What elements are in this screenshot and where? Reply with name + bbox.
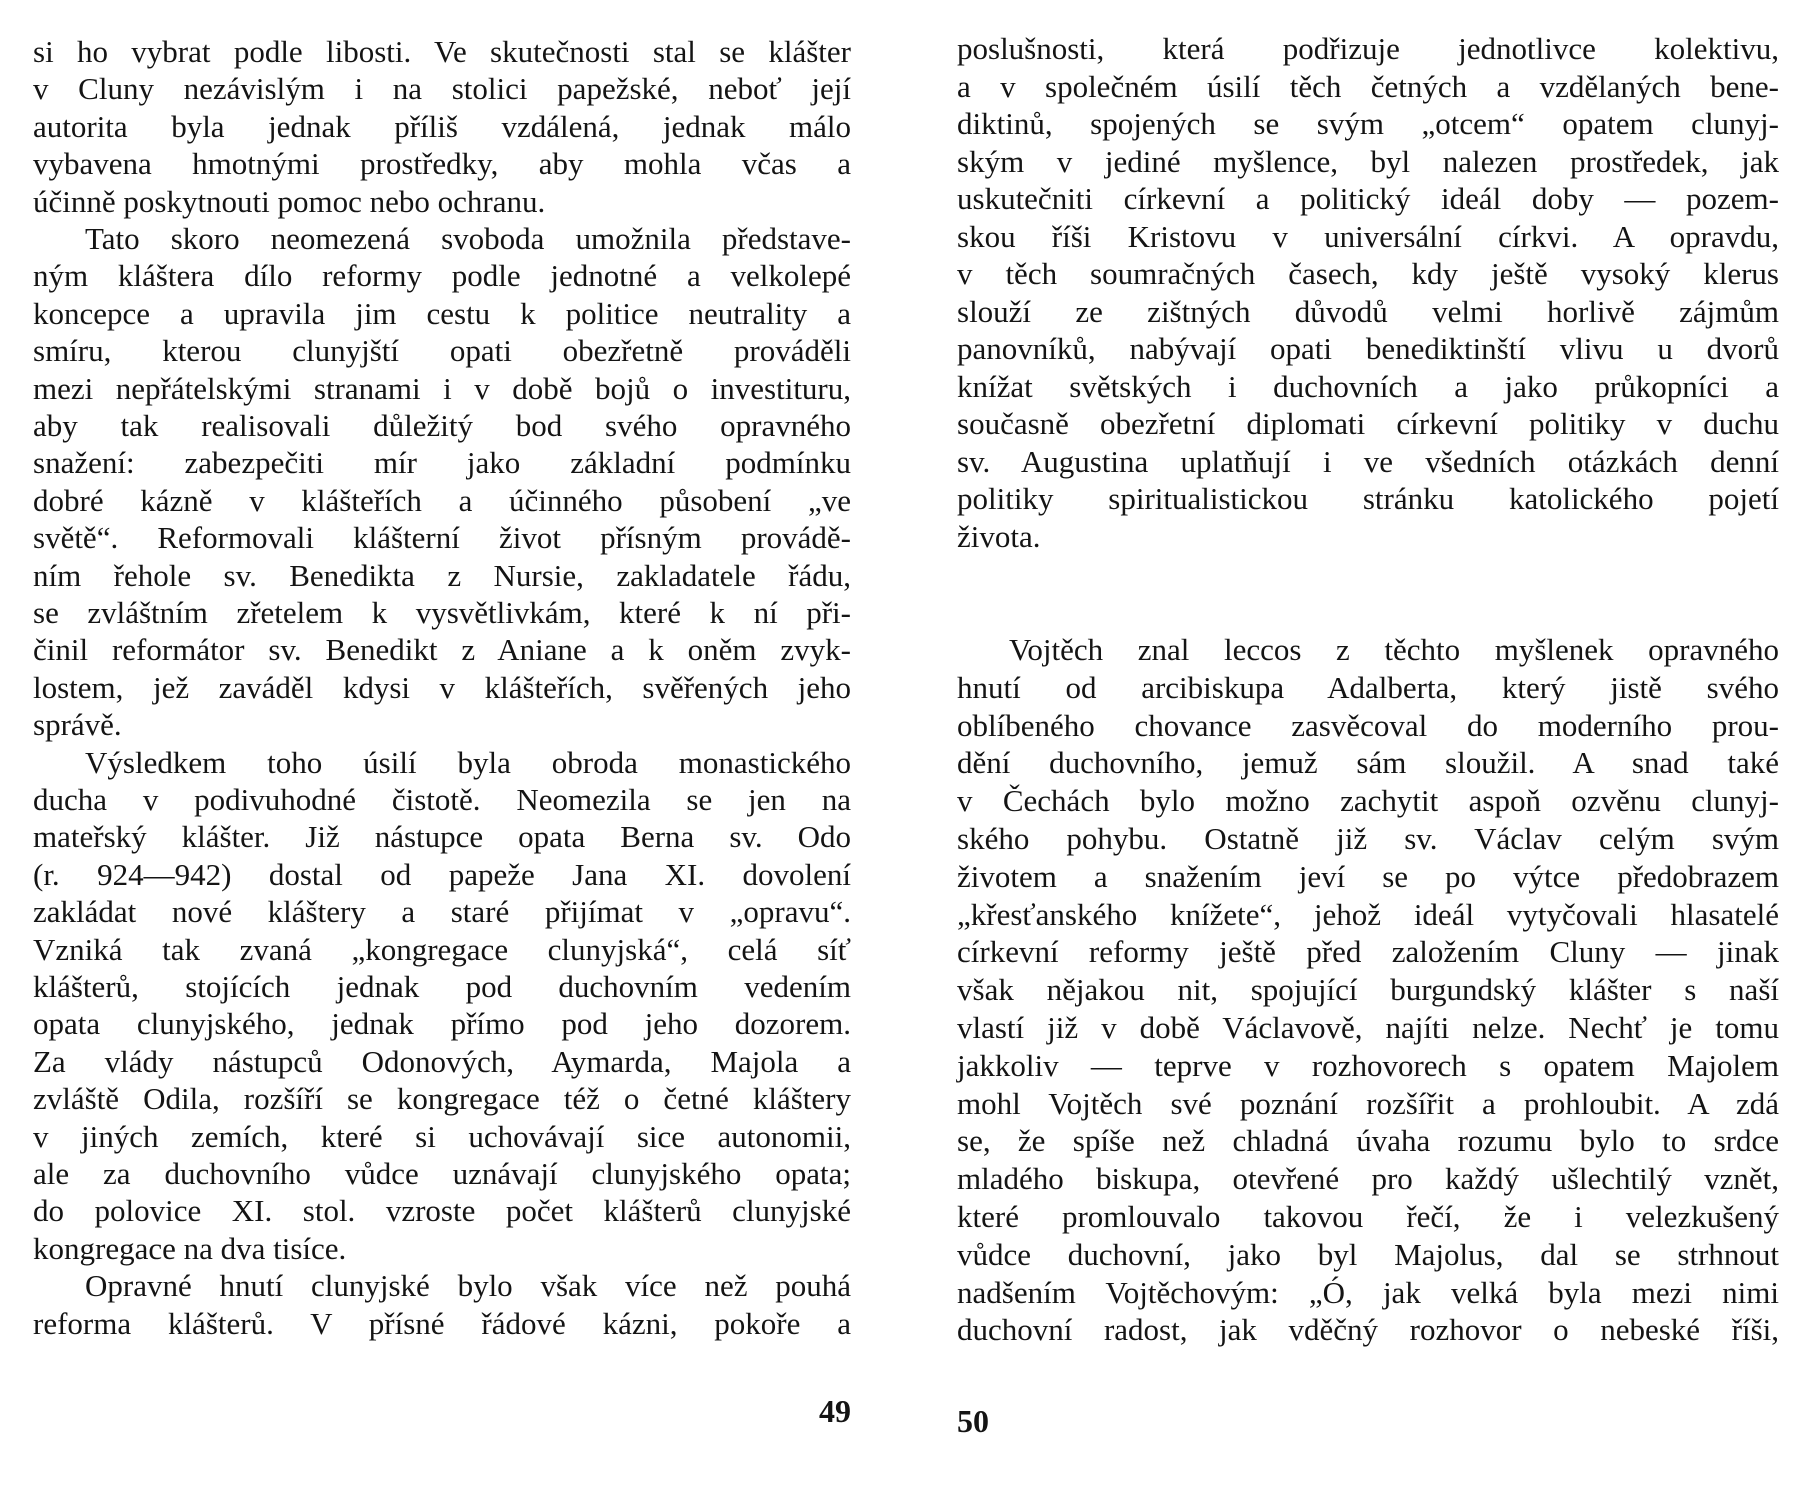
text-line: reforma klášterů. V přísné řádové kázni, pokoře a: [33, 1305, 851, 1341]
text-line: Tato skoro neomezená svoboda umožnila představe-: [85, 221, 851, 256]
text-line: zakládat nové kláštery a staré přijímat v „opravu“.: [33, 894, 851, 930]
text-line: knížat světských i duchovních a jako průkopníci a: [957, 368, 1779, 404]
text-line: dobré kázně v klášteřích a účinného působení „ve: [33, 482, 851, 518]
text-line: ním řehole sv. Benedikta z Nursie, zakladatele řádu,: [33, 557, 851, 593]
left-page: [33, 0, 851, 1500]
text-line: ným kláštera dílo reformy podle jednotné a velkolepé: [33, 258, 851, 294]
text-line: opata clunyjského, jednak přímo pod jeho dozorem.: [33, 1006, 851, 1042]
text-line: světě“. Reformovali klášterní život přísným provádě-: [33, 520, 851, 556]
text-line: ale za duchovního vůdce uznávají clunyjského opata;: [33, 1156, 851, 1191]
text-line: panovníků, nabývají opati benediktinští vlivu u dvorů: [957, 331, 1779, 366]
text-line: mohl Vojtěch své poznání rozšířit a prohloubit. A zdá: [957, 1085, 1779, 1121]
text-line: však nějakou nit, spojující burgundský klášter s naší: [957, 972, 1779, 1008]
text-line: životem a snažením jeví se po výtce předobrazem: [957, 858, 1779, 894]
text-line: současně obezřetní diplomati církevní politiky v duchu: [957, 406, 1779, 441]
text-line: v těch soumračných časech, kdy ještě vysoký klerus: [957, 256, 1779, 291]
text-line: Opravné hnutí clunyjské bylo však více než pouhá: [85, 1268, 851, 1304]
text-line: se, že spíše než chladná úvaha rozumu bylo to srdce: [957, 1123, 1779, 1159]
text-line: duchovní radost, jak vděčný rozhovor o nebeské říši,: [957, 1312, 1779, 1348]
text-line: vůdce duchovní, jako byl Majolus, dal se strhnout: [957, 1236, 1779, 1272]
text-line: mateřský klášter. Již nástupce opata Berna sv. Odo: [33, 819, 851, 855]
text-line: které promlouvalo takovou řečí, že i velezkušený: [957, 1199, 1779, 1234]
text-line: dění duchovního, jemuž sám sloužil. A snad také: [957, 745, 1779, 781]
text-line: si ho vybrat podle libosti. Ve skutečnosti stal se klášter: [33, 34, 851, 69]
text-line: sv. Augustina uplatňují i ve všedních otázkách denní: [957, 443, 1779, 479]
text-line: života.: [957, 518, 1041, 554]
text-line: Vzniká tak zvaná „kongregace clunyjská“, celá síť: [33, 931, 851, 967]
text-line: zvláště Odila, rozšíří se kongregace též o četné kláštery: [33, 1081, 851, 1117]
text-line: politiky spiritualistickou stránku katolického pojetí: [957, 481, 1779, 516]
text-line: hnutí od arcibiskupa Adalberta, který jistě svého: [957, 669, 1779, 705]
text-line: koncepce a upravila jim cestu k politice neutrality a: [33, 295, 851, 331]
text-line: do polovice XI. stol. vzroste počet klášterů clunyjské: [33, 1193, 851, 1229]
text-line: správě.: [33, 707, 122, 743]
text-line: skou říši Kristovu v universální církvi. A opravdu,: [957, 218, 1779, 254]
page-number-left: 49: [819, 1393, 851, 1429]
text-line: smíru, kterou clunyjští opati obezřetně prováděli: [33, 333, 851, 369]
text-line: aby tak realisovali důležitý bod svého opravného: [33, 408, 851, 443]
text-line: mladého biskupa, otevřené pro každý ušlechtilý vznět,: [957, 1161, 1779, 1197]
text-line: účinně poskytnouti pomoc nebo ochranu.: [33, 183, 546, 219]
text-line: Výsledkem toho úsilí byla obroda monastického: [85, 744, 851, 780]
text-line: poslušnosti, která podřizuje jednotlivce kolektivu,: [957, 31, 1779, 66]
text-line: vybavena hmotnými prostředky, aby mohla včas a: [33, 146, 851, 182]
text-line: „křesťanského knížete“, jehož ideál vytyčovali hlasatelé: [957, 896, 1779, 932]
text-line: v Cluny nezávislým i na stolici papežské, neboť její: [33, 71, 851, 107]
text-line: mezi nepřátelskými stranami i v době bojů o investituru,: [33, 370, 851, 406]
text-line: Vojtěch znal leccos z těchto myšlenek opravného: [1009, 632, 1779, 667]
text-line: oblíbeného chovance zasvěcoval do moderního prou-: [957, 707, 1779, 743]
text-line: ského pohybu. Ostatně již sv. Václav celým svým: [957, 821, 1779, 856]
text-line: (r. 924—942) dostal od papeže Jana XI. dovolení: [33, 856, 851, 892]
text-line: se zvláštním zřetelem k vysvětlivkám, které k ní při-: [33, 595, 851, 630]
text-line: vlastí již v době Václavově, najíti nelze. Nechť je tomu: [957, 1010, 1779, 1045]
text-line: a v společném úsilí těch četných a vzdělaných bene-: [957, 68, 1779, 104]
text-line: činil reformátor sv. Benedikt z Aniane a k oněm zvyk-: [33, 632, 851, 668]
text-line: slouží ze zištných důvodů velmi horlivě zájmům: [957, 293, 1779, 329]
text-line: diktinů, spojených se svým „otcem“ opatem clunyj-: [957, 106, 1779, 141]
text-line: jakkoliv — teprve v rozhovorech s opatem Majolem: [957, 1047, 1779, 1083]
text-line: uskutečniti církevní a politický ideál doby — pozem-: [957, 181, 1779, 216]
right-page: [957, 0, 1779, 1500]
text-line: snažení: zabezpečiti mír jako základní podmínku: [33, 445, 851, 481]
text-line: v Čechách bylo možno zachytit aspoň ozvěnu clunyj-: [957, 783, 1779, 819]
page-number-right: 50: [957, 1403, 989, 1439]
text-line: nadšením Vojtěchovým: „Ó, jak velká byla mezi nimi: [957, 1274, 1779, 1310]
text-line: ským v jediné myšlence, byl nalezen prostředek, jak: [957, 143, 1779, 179]
text-line: v jiných zemích, které si uchovávají sice autonomii,: [33, 1118, 851, 1154]
text-line: autorita byla jednak příliš vzdálená, jednak málo: [33, 108, 851, 144]
text-line: klášterů, stojících jednak pod duchovním vedením: [33, 969, 851, 1004]
text-line: Za vlády nástupců Odonových, Aymarda, Majola a: [33, 1043, 851, 1079]
text-line: lostem, jež zaváděl kdysi v klášteřích, svěřených jeho: [33, 669, 851, 705]
text-line: kongregace na dva tisíce.: [33, 1230, 347, 1266]
text-line: ducha v podivuhodné čistotě. Neomezila se jen na: [33, 782, 851, 817]
text-line: církevní reformy ještě před založením Cluny — jinak: [957, 934, 1779, 970]
